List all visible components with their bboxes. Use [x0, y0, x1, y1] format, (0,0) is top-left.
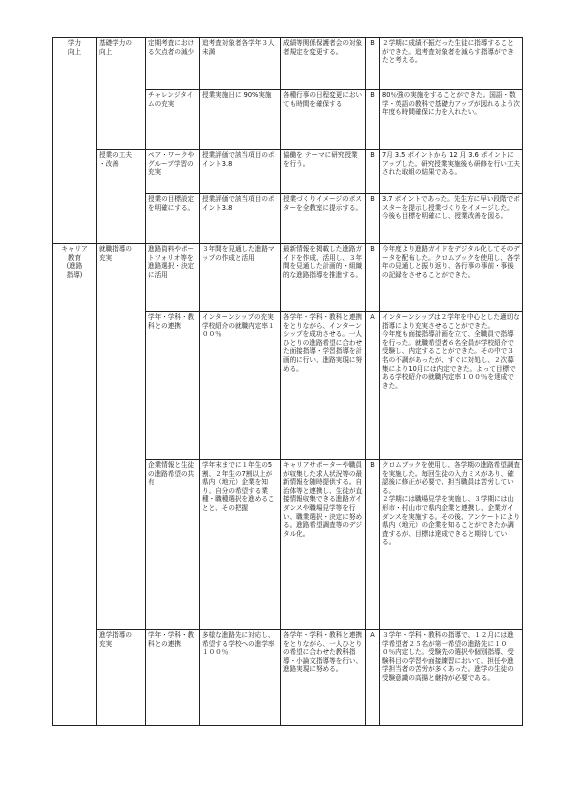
item-cell: 授業の目標設定を明確にする。	[146, 194, 200, 244]
target-cell: ３年間を見通した進路マップの作成と活用	[200, 244, 281, 312]
item-cell: 学年・学科・教科との連携	[146, 630, 200, 726]
result-cell: 80％強の実施をすることができた。国語・数学・英語の教科で基礎力アップが図れるよう次年度も時間確保に力を入れたい。	[380, 90, 523, 150]
method-cell: 授業づくりイメージのポスターを全教室に提示する。	[281, 194, 366, 244]
method-cell: 成績等関係保護者会の対象者規定を変更する。	[281, 38, 366, 90]
grade-cell: A	[366, 630, 380, 726]
evaluation-table	[52, 37, 523, 726]
result-cell: クロムブックを使用し、各学期の進路希望調査を実施した。毎回生徒の入力ミスがあり、確認後に修正が必要で、担当職員は苦労している。 ２学期には職場見学を実施し、３学期には山形市・村山市で県内企業と連携し、企業ガイダンスを実施する。その後、アンケートにより県内（地元）の企業を知ることができたか調査するが、目標は達成できると期待している。	[380, 460, 523, 630]
target-cell: 授業評価で該当項目のポイント3.8	[200, 194, 281, 244]
result-cell: 今年度より進路ガイドをデジタル化してそのデータを配布した。クロムブックを使用し、各学年の見通しと振り返り、各行事の事前・事後の記録をさせることができた。	[380, 244, 523, 312]
target-cell: 学年末までに１年生の5割、２年生の7割以上が県内（地元）企業を知り、自分の希望する業種・職種選択を進めることと、その把握	[200, 460, 281, 630]
result-cell: インターンシップは２学年を中心とした適切な指導により充実させることができた。 今年度も面接指導計画を立て、全職員で指導を行った。就職希望者６名全員が学校紹介で受験し、内定することができた。その中で３名の不調があったが、すぐに対処し、２次募集により10月には内定できた。よって目標である学校紹介の就職内定率１００％を達成できた。	[380, 312, 523, 460]
method-cell: 協働を テーマに研究授業を行う。	[281, 150, 366, 194]
table-row	[53, 38, 523, 90]
method-cell: キャリアサポーターや職員が収集した求人状況等の最新情報を随時提供する。自治体等と連携し、生徒が直接情報収集できる進路ガイダンスや職場見学等を行い、職業選択・決定に努める。進路希望調査等のデジタル化。	[281, 460, 366, 630]
item-cell: 学年・学科・教科との連携	[146, 312, 200, 460]
grade-cell: A	[366, 312, 380, 460]
target-cell: 授業実施日に 90%実施	[200, 90, 281, 150]
subcategory-jugyo: 授業の工夫 ・改善	[97, 150, 146, 244]
grade-cell: B	[366, 460, 380, 630]
method-cell: 各学年・学科・教科と連携をとりながら、インターンシップを成功させる。一人ひとりの進路希望に合わせた面接指導・学習指導を計画的に行い、進路実現に努める。	[281, 312, 366, 460]
item-cell: チャレンジタイムの充実	[146, 90, 200, 150]
table-row	[53, 630, 523, 726]
subcategory-kiso: 基礎学力の 向上	[97, 38, 146, 150]
target-cell: 追考査対象者各学年３人未満	[200, 38, 281, 90]
grade-cell: B	[366, 38, 380, 90]
target-cell: 多様な進路先に対応し、希望する学校への進学率 １００％	[200, 630, 281, 726]
category-career: キャリア 教育 (進路 指導)	[53, 244, 97, 726]
table-row	[53, 150, 523, 194]
method-cell: 各学年・学科・教科と連携をとりながら、一人ひとりの希望に合わせた教科指導・小論文指導等を行い、進路実現に努める。	[281, 630, 366, 726]
category-gakuryoku: 学力 向上	[53, 38, 97, 244]
item-cell: 企業情報と生徒の進路希望の共有	[146, 460, 200, 630]
item-cell: 進路資料やポートフォリオ等を進路選択・決定に活用	[146, 244, 200, 312]
result-cell: ２学期に成績不振だった生徒に指導することができた。追考査対象者を減らす指導ができたと考える。	[380, 38, 523, 90]
result-cell: 7月 3.5 ポイントから 12 月 3.6 ポイントにアップした。研究授業実施後も研修を行い工夫された取組の結果である。	[380, 150, 523, 194]
target-cell: インターンシップの充実 学校紹介の就職内定率１００％	[200, 312, 281, 460]
grade-cell: B	[366, 150, 380, 194]
method-cell: 各種行事の日程変更においても時間を確保する	[281, 90, 366, 150]
item-cell: ペア・ワークやグループ学習の充実	[146, 150, 200, 194]
grade-cell: B	[366, 194, 380, 244]
item-cell: 定期考査における欠点者の減少	[146, 38, 200, 90]
result-cell: 3.7 ポイントであった。先生方に早い段階でポスターを提示し授業づくりをイメージした。今後も目標を明確にし、授業改善を図る。	[380, 194, 523, 244]
grade-cell: B	[366, 244, 380, 312]
subcategory-shushoku: 就職指導の 充実	[97, 244, 146, 630]
subcategory-shingaku: 進学指導の 充実	[97, 630, 146, 726]
grade-cell: B	[366, 90, 380, 150]
method-cell: 最新情報を掲載した進路ガイドを作成、活用し、３年間を見通した計画的・組織的な進路指導を推進する。	[281, 244, 366, 312]
table-row	[53, 244, 523, 312]
target-cell: 授業評価で該当項目のポイント3.8	[200, 150, 281, 194]
result-cell: ３学年・学科・教科の指導で、１２月には進学希望者２５名が第一希望の進路先に１００％内定した。受験先の選択や個別指導、受験科目の学習や面接練習において、担任や進学担当者の苦労が多くあった。進学の生徒の受験意識の高揚と継持が必要である。	[380, 630, 523, 726]
